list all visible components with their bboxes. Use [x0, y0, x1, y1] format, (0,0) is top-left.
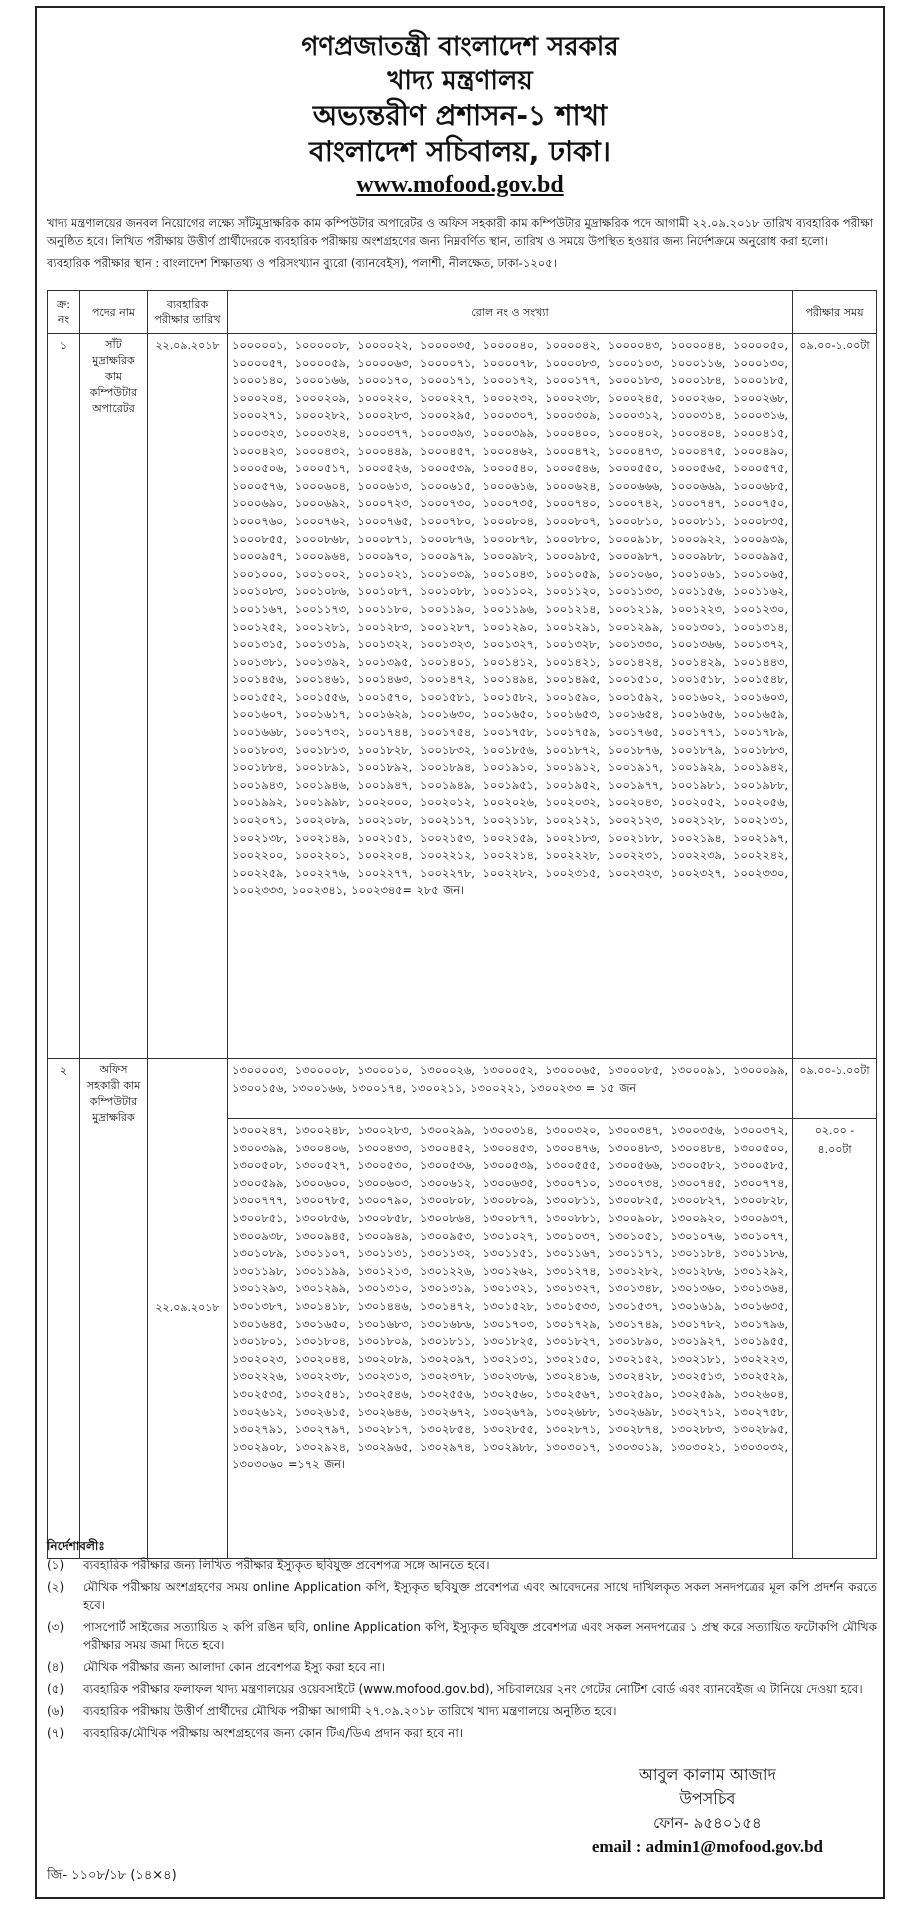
secretariat-title: বাংলাদেশ সচিবালয়, ঢাকা।: [309, 135, 611, 168]
govt-title: গণপ্রজাতন্ত্রী বাংলাদেশ সরকার: [301, 32, 619, 62]
signatory-designation: উপসচিব: [679, 1789, 736, 1808]
list-item: [47, 1724, 877, 1742]
row2-morning-roll-numbers: ১৩০০০০৩, ১৩০০০০৮, ১৩০০০১০, ১৩০০০২৬, ১৩০০০৫২, ১৩০০০৬৫, ১৩০০০৮৫, ১৩০০০৯১, ১৩০০০৯৯, ১৩০০১৫৬, ১৩০০১৬৬, ১৩০০১৭৪, ১৩০০২১১, ১৩০০২২১, ১৩০০২৩৩ = ১৫ জন: [228, 1059, 793, 1119]
row2-afternoon-time: ০২.০০ - ৪.০০টা: [793, 1119, 877, 1559]
signatory-name: আবুল কালাম আজাদ: [638, 1765, 776, 1784]
memo-number: জি- ১১০৮/১৮ (১৪×৪): [47, 1868, 177, 1883]
ministry-title: খাদ্য মন্ত্রণালয়: [387, 66, 533, 96]
exam-schedule-table: [47, 290, 877, 1559]
instruction-number: (১): [47, 1558, 65, 1572]
instruction-text: মৌখিক পরীক্ষায় অংশগ্রহণের সময় online Application কপি, ইস্যুকৃত ছবিযুক্ত প্রবেশপত্র এবং আবেদনের সাথে দাখিলকৃত সকল সনদপত্রের মূল কপি প্রদর্শন করতে হবে।: [83, 1580, 877, 1612]
instruction-text: ব্যবহারিক/মৌখিক পরীক্ষায় অংশগ্রহণের জন্য কোন টিএ/ডিএ প্রদান করা হবে না।: [83, 1726, 464, 1740]
list-item: [47, 1680, 877, 1698]
header-date: ব্যবহারিক পরীক্ষার তারিখ: [148, 291, 228, 334]
signatory-email[interactable]: email : admin1@mofood.gov.bd: [591, 1837, 823, 1856]
row1-date: ২২.০৯.২০১৮: [148, 334, 228, 1059]
table-row: [48, 1059, 877, 1119]
signature-block: [592, 1763, 823, 1859]
list-item: [47, 1556, 877, 1574]
instructions: [47, 1536, 877, 1746]
instruction-text: ব্যবহারিক পরীক্ষার ফলাফল খাদ্য মন্ত্রণালয়ের ওয়েবসাইটে (www.mofood.gov.bd), সচিবালয়ের ২নং গেটের নোটিশ বোর্ড এবং ব্যানবেইজ এ টানিয়ে দেওয়া হবে।: [83, 1682, 863, 1696]
header-rolls: রোল নং ও সংখ্যা: [228, 291, 793, 334]
list-item: [47, 1658, 877, 1676]
instruction-text: ব্যবহারিক পরীক্ষার জন্য লিখিত পরীক্ষার ইস্যুকৃত ছবিযুক্ত প্রবেশপত্র সঙ্গে আনতে হবে।: [83, 1558, 490, 1572]
row1-serial: ১: [48, 334, 80, 1059]
instruction-text: ব্যবহারিক পরীক্ষায় উত্তীর্ণ প্রার্থীদের মৌখিক পরীক্ষা আগামী ২৭.০৯.২০১৮ তারিখে খাদ্য মন্ত্রণালয়ে অনুষ্ঠিত হবে।: [83, 1704, 617, 1718]
instruction-number: (২): [47, 1580, 65, 1594]
notice-header: [37, 30, 883, 200]
branch-title: অভ্যন্তরীণ প্রশাসন-১ শাখা: [312, 99, 608, 132]
header-time: পরীক্ষার সময়: [793, 291, 877, 334]
table-row: [48, 334, 877, 1059]
list-item: [47, 1618, 877, 1654]
exam-venue: ব্যবহারিক পরীক্ষার স্থান : বাংলাদেশ শিক্ষাতথ্য ও পরিসংখ্যান ব্যুরো (ব্যানবেইস), পলাশী, নীলক্ষেত, ঢাকা-১২০৫।: [47, 256, 557, 270]
instruction-number: (৪): [47, 1660, 65, 1674]
row2-morning-time: ০৯.০০-১.০০টা: [793, 1059, 877, 1119]
intro-paragraph: খাদ্য মন্ত্রণালয়ের জনবল নিয়োগের লক্ষ্যে সাঁটমুদ্রাক্ষরিক কাম কম্পিউটার অপারেটর ও অফিস সহকারী কাম কম্পিউটার মুদ্রাক্ষরিক পদে আগামী ২২.০৯.২০১৮ তারিখ ব্যবহারিক পরীক্ষা অনুষ্ঠিত হবে। লিখিত পরীক্ষায় উত্তীর্ণ প্রার্থীদেরকে ব্যবহারিক পরীক্ষায় অংশগ্রহণের জন্য নিম্নবর্ণিত স্থান, তারিখ ও সময়ে উপস্থিত হওয়ার জন্য নির্দেশক্রমে অনুরোধ করা হলো।: [47, 216, 873, 248]
row2-serial: ২: [48, 1059, 80, 1559]
header-serial: ক্র: নং: [48, 291, 80, 334]
list-item: [47, 1578, 877, 1614]
instruction-text: মৌখিক পরীক্ষার জন্য আলাদা কোন প্রবেশপত্র ইস্যু করা হবে না।: [83, 1660, 385, 1674]
header-post: পদের নাম: [80, 291, 148, 334]
website-link[interactable]: www.mofood.gov.bd: [356, 172, 564, 198]
notice-sheet: [35, 6, 885, 1899]
instruction-text: পাসপোর্ট সাইজের সত্যায়িত ২ কপি রঙিন ছবি, online Application কপি, ইস্যুকৃত ছবিযুক্ত প্রবেশপত্র এবং সকল সনদপত্রের ১ প্রস্থ করে সত্যায়িত ফটোকপি মৌখিক পরীক্ষার সময় জমা দিতে হবে।: [83, 1620, 877, 1652]
row1-time: ০৯.০০-১.০০টা: [793, 334, 877, 1059]
row2-afternoon-roll-numbers: ১৩০০২৪৭, ১৩০০২৪৮, ১৩০০২৮৩, ১৩০০২৯৯, ১৩০০৩১৪, ১৩০০৩২০, ১৩০০৩৪৭, ১৩০০৩৫৬, ১৩০০৩৭২, ১৩০০৩৯৯, ১৩০০৪০৬, ১৩০০৪৩৩, ১৩০০৪৫২, ১৩০০৪৫৩, ১৩০০৪৭৬, ১৩০০৪৮৩, ১৩০০৪৮৪, ১৩০০৫০০, ১৩০০৫০৮, ১৩০০৫২৭, ১৩০০৫৩০, ১৩০০৫৩৬, ১৩০০৫৩৯, ১৩০০৫৫৫, ১৩০০৫৬৬, ১৩০০৫৮২, ১৩০০৫৮৫, ১৩০০৫৯৯, ১৩০০৬০০, ১৩০০৬০৩, ১৩০০৬১২, ১৩০০৬৩৫, ১৩০০৭১০, ১৩০০৭৩৪, ১৩০০৭৪৫, ১৩০০৭৭৪, ১৩০০৭৭৭, ১৩০০৭৮৫, ১৩০০৭৯০, ১৩০০৮০৮, ১৩০০৮০৯, ১৩০০৮১১, ১৩০০৮২৫, ১৩০০৮২৭, ১৩০০৮২৮, ১৩০০৮৫১, ১৩০০৮৫৬, ১৩০০৮৫৮, ১৩০০৮৬৪, ১৩০০৮৭৭, ১৩০০৮৮১, ১৩০০৯০৮, ১৩০০৯২০, ১৩০০৯৩৭, ১৩০০৯৩৮, ১৩০০৯৪৫, ১৩০০৯৪৯, ১৩০০৯৫৩, ১৩০১০২৭, ১৩০১০৩৭, ১৩০১০৫১, ১৩০১০৭৬, ১৩০১০৭৭, ১৩০১০৮৯, ১৩০১১০৭, ১৩০১১৩১, ১৩০১১৩২, ১৩০১১৫১, ১৩০১১৬৭, ১৩০১১৭১, ১৩০১১৮৪, ১৩০১১৮৬, ১৩০১১৯৮, ১৩০১১৯৯, ১৩০১২১৩, ১৩০১২২৬, ১৩০১২৬২, ১৩০১২৭৪, ১৩০১২৮২, ১৩০১২৮৬, ১৩০১২৯২, ১৩০১২৯৩, ১৩০১২৯৯, ১৩০১৩১০, ১৩০১৩১৯, ১৩০১৩২১, ১৩০১৩২৭, ১৩০১৩৪৮, ১৩০১৩৬০, ১৩০১৩৬৪, ১৩০১৩৮৭, ১৩০১৪১৮, ১৩০১৪৪৬, ১৩০১৪৭২, ১৩০১৫২৮, ১৩০১৫৩৩, ১৩০১৫৩৭, ১৩০১৬১৯, ১৩০১৬৩৫, ১৩০১৬৪৫, ১৩০১৬৫০, ১৩০১৬৮৩, ১৩০১৬৮৬, ১৩০১৭০৩, ১৩০১৭২৯, ১৩০১৭৪৯, ১৩০১৭৮২, ১৩০১৭৯৬, ১৩০১৮০১, ১৩০১৮০৪, ১৩০১৮০৯, ১৩০১৮১১, ১৩০১৮২৫, ১৩০১৮২৭, ১৩০১৮৯০, ১৩০১৯২৭, ১৩০১৯৫৫, ১৩০২০২৩, ১৩০২০৪৪, ১৩০২০৮৯, ১৩০২০৯৭, ১৩০২১৩১, ১৩০২১৫০, ১৩০২১৫২, ১৩০২১৮১, ১৩০২২২৩, ১৩০২২২৬, ১৩০২২৩৮, ১৩০২৩১৩, ১৩০২৩৭৮, ১৩০২৩৮৬, ১৩০২৪১৬, ১৩০২৪২৮, ১৩০২৫১৩, ১৩০২৫২৯, ১৩০২৫৩৫, ১৩০২৫৪১, ১৩০২৫৪৬, ১৩০২৫৫৬, ১৩০২৫৬০, ১৩০২৫৬৭, ১৩০২৫৯০, ১৩০২৫৯৯, ১৩০২৬০৪, ১৩০২৬১২, ১৩০২৬১৫, ১৩০২৬৪৬, ১৩০২৬৭২, ১৩০২৬৭৯, ১৩০২৬৮৮, ১৩০২৬৯৮, ১৩০২৭১২, ১৩০২৭৫৮, ১৩০২৭৯১, ১৩০২৭৯৭, ১৩০২৮১৭, ১৩০২৮৫৪, ১৩০২৮৫৫, ১৩০২৮৭১, ১৩০২৮৭৪, ১৩০২৮৮৩, ১৩০২৮৯৫, ১৩০২৯০৮, ১৩০২৯২৪, ১৩০২৯৬৫, ১৩০২৯৭৪, ১৩০২৯৮৮, ১৩০৩০১৭, ১৩০৩০১৯, ১৩০৩০২১, ১৩০৩০৩২, ১৩০৩০৬০ =১৭২ জন।: [228, 1119, 793, 1559]
instruction-number: (৭): [47, 1726, 65, 1740]
table-header-row: [48, 291, 877, 334]
row2-date: ২২.০৯.২০১৮: [148, 1059, 228, 1559]
row2-post: অফিস সহকারী কাম কম্পিউটার মুদ্রাক্ষরিক: [80, 1059, 148, 1559]
list-item: [47, 1702, 877, 1720]
row1-post: সাঁট মুদ্রাক্ষরিক কাম কম্পিউটার অপারেটর: [80, 334, 148, 1059]
row1-roll-numbers: ১০০০০০১, ১০০০০০৮, ১০০০০২২, ১০০০০৩৫, ১০০০০৪০, ১০০০০৪২, ১০০০০৪৩, ১০০০০৪৪, ১০০০০৫০, ১০০০০৫৭, ১০০০০৫৯, ১০০০০৬৩, ১০০০০৭১, ১০০০০৭৮, ১০০০০৮৩, ১০০০১০৩, ১০০০১১৬, ১০০০১৩০, ১০০০১৪০, ১০০০১৬৬, ১০০০১৭০, ১০০০১৭১, ১০০০১৭২, ১০০০১৭৭, ১০০০১৮৩, ১০০০১৮৪, ১০০০১৮৫, ১০০০২০৪, ১০০০২০৯, ১০০০২২০, ১০০০২২৭, ১০০০২৩২, ১০০০২৩৮, ১০০০২৪৫, ১০০০২৬০, ১০০০২৬৮, ১০০০২৭১, ১০০০২৮২, ১০০০২৮৩, ১০০০২৯৫, ১০০০৩০৭, ১০০০৩০৯, ১০০০৩১২, ১০০০৩১৪, ১০০০৩১৬, ১০০০৩২৩, ১০০০৩২৪, ১০০০৩৭৭, ১০০০৩৯৩, ১০০০৩৯৯, ১০০০৪০০, ১০০০৪০২, ১০০০৪০৪, ১০০০৪১৫, ১০০০৪২৩, ১০০০৪৩২, ১০০০৪৪৯, ১০০০৪৫৭, ১০০০৪৬২, ১০০০৪৭২, ১০০০৪৭৩, ১০০০৪৭৫, ১০০০৪৯০, ১০০০৫০৬, ১০০০৫১৭, ১০০০৫২৬, ১০০০৫৩৯, ১০০০৫৪০, ১০০০৫৪৬, ১০০০৫৫০, ১০০০৫৬৫, ১০০০৫৭৫, ১০০০৫৭৬, ১০০০৬০৪, ১০০০৬১৩, ১০০০৬১৫, ১০০০৬১৬, ১০০০৬২৪, ১০০০৬৬৬, ১০০০৬৬৯, ১০০০৬৮৫, ১০০০৬৯০, ১০০০৬৯২, ১০০০৭২৩, ১০০০৭৩০, ১০০০৭৩৫, ১০০০৭৪০, ১০০০৭৪২, ১০০০৭৪৭, ১০০০৭৫০, ১০০০৭৬০, ১০০০৭৬২, ১০০০৭৬৫, ১০০০৭৮০, ১০০০৮০৪, ১০০০৮০৭, ১০০০৮১০, ১০০০৮১১, ১০০০৮৩৫, ১০০০৮৫৫, ১০০০৮৬৮, ১০০০৮৭১, ১০০০৮৭৬, ১০০০৮৭৮, ১০০০৮৮০, ১০০০৯১৮, ১০০০৯২২, ১০০০৯৩৯, ১০০০৯৫৭, ১০০০৯৬৪, ১০০০৯৭০, ১০০০৯৭৯, ১০০০৯৮২, ১০০০৯৮৫, ১০০০৯৮৭, ১০০০৯৮৮, ১০০০৯৯৫, ১০০১০০০, ১০০১০০২, ১০০১০২১, ১০০১০৩৯, ১০০১০৪৩, ১০০১০৫৯, ১০০১০৬০, ১০০১০৬১, ১০০১০৬৫, ১০০১০৮৩, ১০০১০৮৬, ১০০১০৮৭, ১০০১০৮৮, ১০০১১০২, ১০০১১২০, ১০০১১৩৩, ১০০১১৫৬, ১০০১১৬২, ১০০১১৬৭, ১০০১১৭৩, ১০০১১৮০, ১০০১১৯০, ১০০১১৯৬, ১০০১২১৪, ১০০১২১৯, ১০০১২২৩, ১০০১২৩০, ১০০১২৫২, ১০০১২৮১, ১০০১২৮৩, ১০০১২৮৭, ১০০১২৯০, ১০০১২৯১, ১০০১২৯৯, ১০০১৩০১, ১০০১৩১৪, ১০০১৩১৫, ১০০১৩১৯, ১০০১৩২২, ১০০১৩২৩, ১০০১৩২৭, ১০০১৩২৮, ১০০১৩৩০, ১০০১৩৬৬, ১০০১৩৭২, ১০০১৩৮১, ১০০১৩৯২, ১০০১৩৯৫, ১০০১৪০১, ১০০১৪১২, ১০০১৪২১, ১০০১৪২৪, ১০০১৪২৯, ১০০১৪৪৩, ১০০১৪৫৬, ১০০১৪৬১, ১০০১৪৬৩, ১০০১৪৭২, ১০০১৪৯৪, ১০০১৪৯৫, ১০০১৫১০, ১০০১৫১৮, ১০০১৫৪৮, ১০০১৫৫২, ১০০১৫৫৬, ১০০১৫৭০, ১০০১৫৮১, ১০০১৫৮২, ১০০১৫৯০, ১০০১৫৯২, ১০০১৬০২, ১০০১৬০৩, ১০০১৬০৭, ১০০১৬১৭, ১০০১৬২৯, ১০০১৬৩০, ১০০১৬৫০, ১০০১৬৫৩, ১০০১৬৫৪, ১০০১৬৫৬, ১০০১৬৫৯, ১০০১৬৬৮, ১০০১৭৩২, ১০০১৭৪৪, ১০০১৭৫৪, ১০০১৭৫৮, ১০০১৭৫৯, ১০০১৭৬৫, ১০০১৭৭১, ১০০১৭৮৯, ১০০১৮০৩, ১০০১৮১৩, ১০০১৮২৮, ১০০১৮৩২, ১০০১৮৫৬, ১০০১৮৭২, ১০০১৮৭৬, ১০০১৮৭৯, ১০০১৮৮৩, ১০০১৮৮৪, ১০০১৮৯১, ১০০১৮৯২, ১০০১৮৯৪, ১০০১৯১০, ১০০১৯১২, ১০০১৯১৭, ১০০১৯২৯, ১০০১৯৪২, ১০০১৯৪৩, ১০০১৯৪৬, ১০০১৯৪৭, ১০০১৯৪৯, ১০০১৯৫১, ১০০১৯৫২, ১০০১৯৭৭, ১০০১৯৮১, ১০০১৯৮৮, ১০০১৯৯২, ১০০১৯৯৮, ১০০২০০০, ১০০২০১২, ১০০২০২৬, ১০০২০৩২, ১০০২০৪৩, ১০০২০৫২, ১০০২০৫৬, ১০০২০৭১, ১০০২০৮৯, ১০০২১০৮, ১০০২১১৭, ১০০২১১৮, ১০০২১২১, ১০০২১২৩, ১০০২১২৮, ১০০২১৩১, ১০০২১৩৮, ১০০২১৪৯, ১০০২১৫১, ১০০২১৫৩, ১০০২১৫৯, ১০০২১৮৩, ১০০২১৮৮, ১০০২১৯৪, ১০০২১৯৭, ১০০২২০০, ১০০২২০১, ১০০২২০৪, ১০০২২১২, ১০০২২১৪, ১০০২২২৮, ১০০২২৩১, ১০০২২৩৯, ১০০২২৪২, ১০০২২৫৯, ১০০২২৭৬, ১০০২২৭৭, ১০০২২৭৮, ১০০২২৮২, ১০০২৩১৫, ১০০২৩২৩, ১০০২৩২৭, ১০০২৩৩০, ১০০২৩৩৩, ১০০২৩৪১, ১০০২৩৪৫= ২৮৫ জন।: [228, 334, 793, 1059]
instruction-number: (৩): [47, 1620, 65, 1634]
instruction-number: (৬): [47, 1704, 65, 1718]
signatory-phone: ফোন- ৯৫৪০১৫৪: [653, 1814, 762, 1832]
instruction-number: (৫): [47, 1682, 65, 1696]
instructions-title: নির্দেশাবলীঃ: [47, 1539, 105, 1553]
